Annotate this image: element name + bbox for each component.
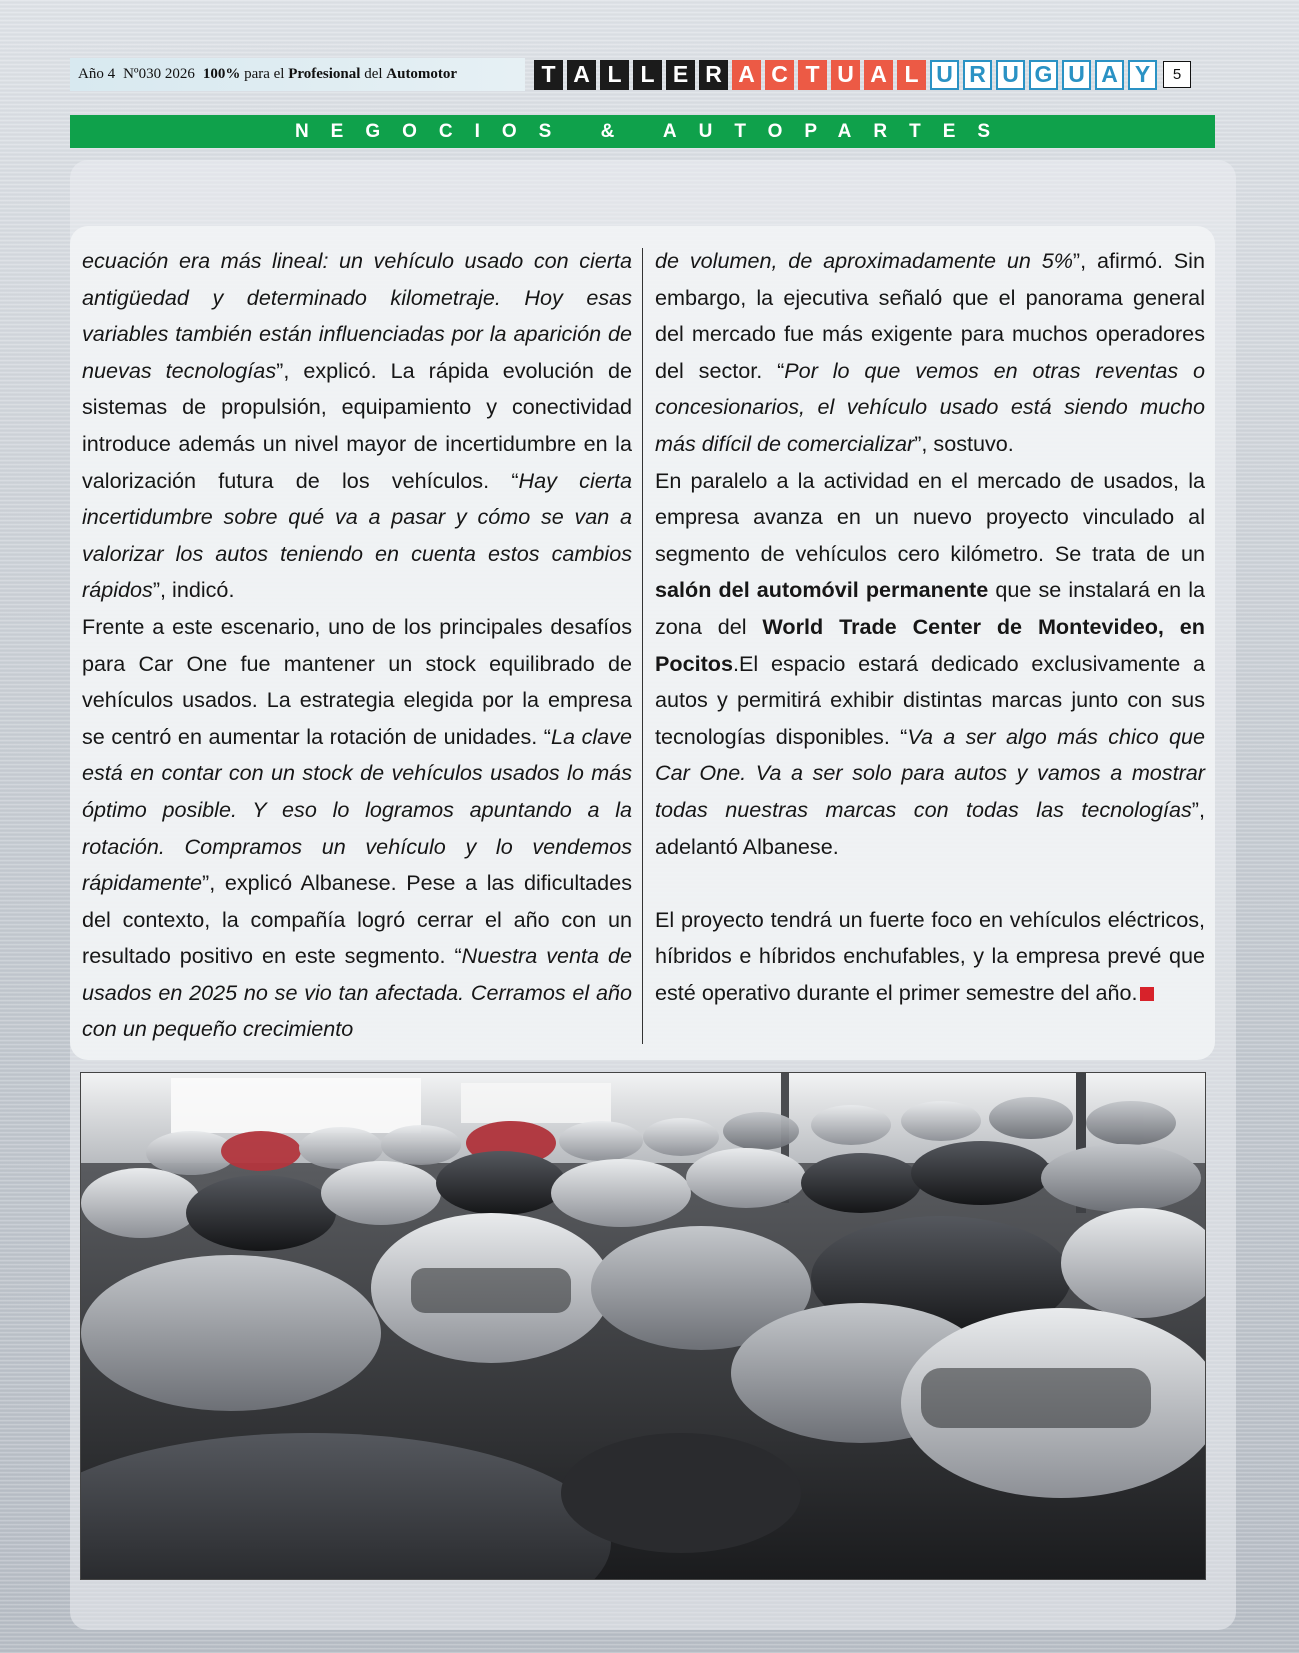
logo-letter: U xyxy=(831,60,860,90)
quote-text: Hay cierta incertidumbre sobre qué va a pasar y cómo se van a valorizar los autos teniendo en cuenta estos cambios rápidos xyxy=(82,467,632,603)
section-title: NEGOCIOS & AUTOPARTES xyxy=(70,115,1215,148)
body-text: ”, sostuvo. xyxy=(914,430,1014,456)
body-text: ”, indicó. xyxy=(152,577,235,603)
masthead xyxy=(70,58,1215,91)
logo-letter: A xyxy=(732,60,761,90)
logo-letter: L xyxy=(897,60,926,90)
car-showroom-photo xyxy=(80,1072,1206,1580)
body-text: ”, explicó Albanese. Pese a las dificultades del contexto, la compañía logró cerrar el año con un resultado positivo en este segmento. “ xyxy=(82,870,632,969)
logo-letter: U xyxy=(930,60,959,90)
paragraph xyxy=(655,902,1205,1012)
quote-text: La clave está en contar con un stock de vehículos usados lo más óptimo posible. Y eso lo logramos apuntando a la rotación. Compramos un vehículo y lo vendemos rápidamente xyxy=(82,723,632,896)
logo-letter: L xyxy=(633,60,662,90)
tagline xyxy=(203,66,457,83)
body-text: ”, adelantó Albanese. xyxy=(655,796,1205,859)
tagline-profesional: Profesional xyxy=(288,66,361,82)
logo-letter: G xyxy=(1029,60,1058,90)
issue-info xyxy=(70,58,525,91)
body-text: que se instalará en la zona del xyxy=(655,577,1206,639)
logo-letter: T xyxy=(798,60,827,90)
body-text: En paralelo a la actividad en el mercado de usados, la empresa avanza en un nuevo proyecto vinculado al segmento de vehículos cero kilómetro. Se trata de un xyxy=(655,467,1205,566)
tagline-del: del xyxy=(364,66,383,82)
logo-letter: E xyxy=(666,60,695,90)
logo-letter: Y xyxy=(1128,60,1157,90)
bold-text: World Trade Center de Montevideo, en Pocitos xyxy=(655,613,1205,676)
tagline-para-el: para el xyxy=(244,66,285,82)
logo-letter: U xyxy=(1062,60,1091,90)
paragraph-spacer xyxy=(655,865,1205,902)
quote-text: Nuestra venta de usados en 2025 no se vio tan afectada. Cerramos el año con un pequeño crecimiento xyxy=(82,943,633,1042)
quote-text: ecuación era más lineal: un vehículo usado con cierta antigüedad y determinado kilometraje. Hoy esas variables también están influenciadas por la aparición de nuevas tecnologías xyxy=(82,248,632,383)
paragraph xyxy=(655,243,1205,463)
column-divider xyxy=(642,248,643,1044)
logo-letter: A xyxy=(567,60,596,90)
logo-letter: R xyxy=(963,60,992,90)
tagline-automotor: Automotor xyxy=(386,66,458,82)
logo-letter: T xyxy=(534,60,563,90)
issue-number: Nº030 2026 xyxy=(123,66,195,82)
tagline-pct: 100% xyxy=(202,66,241,82)
end-of-article-icon xyxy=(1140,987,1154,1001)
body-text: Frente a este escenario, uno de los principales desafíos para Car One fue mantener un stock equilibrado de vehículos usados. La estrategia elegida por la empresa se centró en aumentar la rotación de unidades. “ xyxy=(82,613,632,749)
logo-letter: U xyxy=(996,60,1025,90)
logo-letter: R xyxy=(699,60,728,90)
quote-text: Por lo que vemos en otras reventas o concesionarios, el vehículo usado está siendo mucho más difícil de comercializar xyxy=(655,357,1205,456)
quote-text: de volumen, de aproximadamente un 5% xyxy=(655,248,1073,273)
logo-letter: L xyxy=(600,60,629,90)
bold-text: salón del automóvil permanente xyxy=(655,577,989,603)
car-showroom-illustration xyxy=(81,1073,1206,1580)
logo-letter: A xyxy=(1095,60,1124,90)
body-text: ”, explicó. La rápida evolución de sistemas de propulsión, equipamiento y conectividad introduce además un nivel mayor de incertidumbre en la valorización futura de los vehículos. “ xyxy=(82,357,632,493)
paragraph xyxy=(82,243,632,609)
page-number: 5 xyxy=(1163,61,1191,88)
issue-year: Año 4 xyxy=(78,66,116,82)
quote-text: Va a ser algo más chico que Car One. Va a ser solo para autos y vamos a mostrar todas nuestras marcas con todas las tecnologías xyxy=(655,723,1205,822)
article-column-left xyxy=(82,243,632,1048)
article-column-right xyxy=(655,243,1205,1011)
taller-actual-uruguay-logo xyxy=(534,60,1157,90)
paragraph xyxy=(82,609,632,1048)
body-text: El proyecto tendrá un fuerte foco en vehículos eléctricos, híbridos e híbridos enchufables, y la empresa prevé que esté operativo durante el primer semestre del año. xyxy=(655,906,1205,1005)
paragraph xyxy=(655,463,1205,866)
logo-letter: A xyxy=(864,60,893,90)
body-text: .El espacio estará dedicado exclusivamente a autos y permitirá exhibir distintas marcas junto con sus tecnologías disponibles. “ xyxy=(655,650,1205,749)
logo-letter: C xyxy=(765,60,794,90)
body-text: ”, afirmó. Sin embargo, la ejecutiva señaló que el panorama general del mercado fue más exigente para muchos operadores del sector. “ xyxy=(655,248,1205,383)
